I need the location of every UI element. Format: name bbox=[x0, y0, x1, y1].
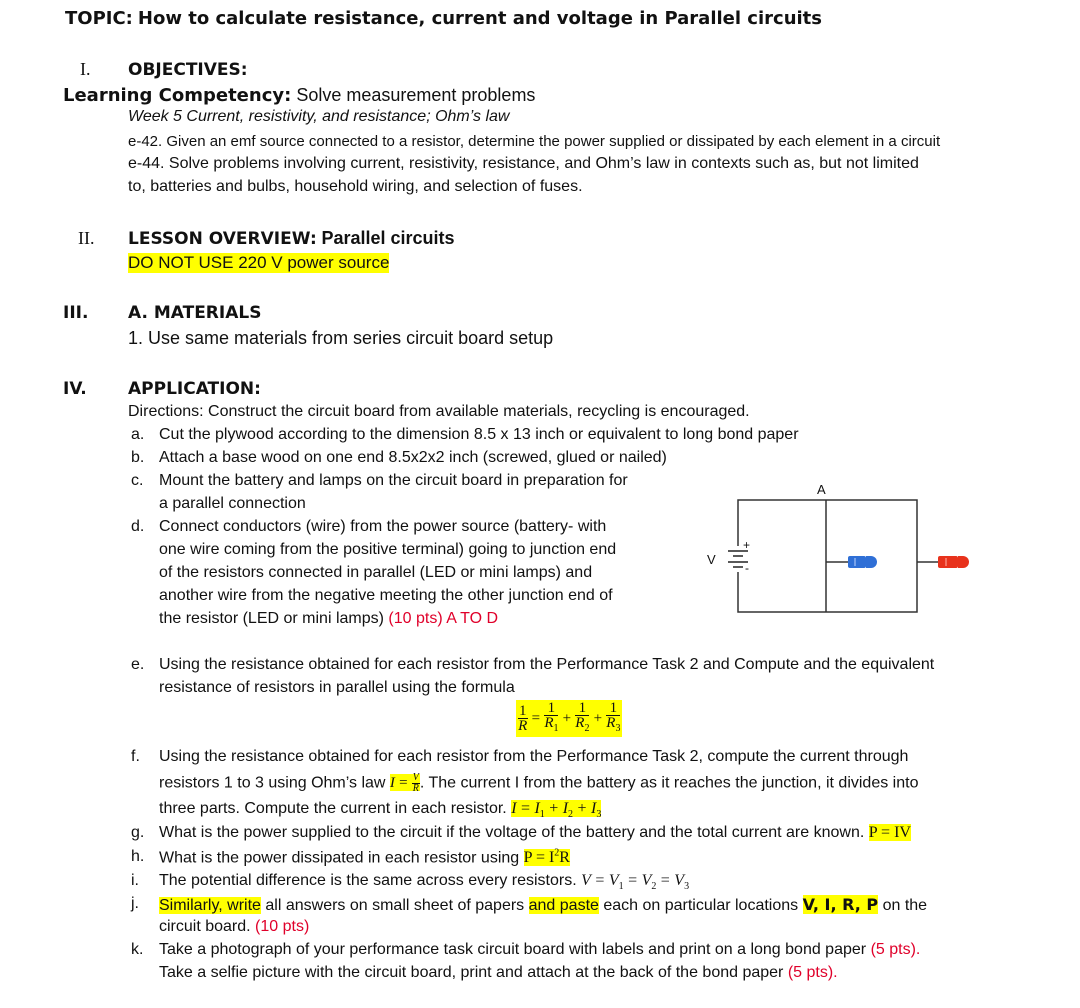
item-c-line1: Mount the battery and lamps on the circuit board in preparation for bbox=[159, 472, 628, 489]
objectives-numeral: I. bbox=[80, 59, 91, 79]
formula-current-sum: $I = I_1 + I_2 + I_3$ bbox=[511, 800, 602, 821]
item-j-points: (10 pts) bbox=[255, 918, 310, 935]
item-f-letter: f. bbox=[131, 748, 140, 765]
competency-text: Solve measurement problems bbox=[296, 85, 536, 105]
application-heading: APPLICATION: bbox=[128, 379, 261, 399]
led-red-icon bbox=[938, 556, 969, 568]
item-f-line3-text: three parts. Compute the current in each resistor. bbox=[159, 800, 507, 817]
voltage-label: V bbox=[707, 552, 716, 567]
item-i-letter: i. bbox=[131, 872, 139, 889]
topic-text: How to calculate resistance, current and voltage in Parallel circuits bbox=[137, 8, 822, 29]
item-e-line2: resistance of resistors in parallel using the formula bbox=[159, 679, 515, 696]
ammeter-label: A bbox=[817, 482, 826, 497]
formula-voltage-equal: $V = V_1 = V_2 = V_3$ bbox=[581, 872, 690, 893]
item-g-text: What is the power supplied to the circuit if the voltage of the battery and the total current are known. bbox=[159, 824, 865, 841]
materials-item-1: 1. Use same materials from series circuit board setup bbox=[128, 328, 554, 348]
topic-line bbox=[65, 8, 822, 29]
item-f-line1: Using the resistance obtained for each resistor from the Performance Task 2, compute the current through bbox=[159, 748, 909, 765]
item-c-letter: c. bbox=[131, 472, 144, 489]
item-f-line3 bbox=[159, 800, 601, 820]
item-c-line2: a parallel connection bbox=[159, 495, 306, 512]
competency-e42: e-42. Given an emf source connected to a resistor, determine the power supplied or dissipated by each element in a circuit bbox=[128, 133, 941, 150]
item-e-letter: e. bbox=[131, 656, 145, 673]
item-f-line2b: . The current I from the battery as it reaches the junction, it divides into bbox=[419, 774, 919, 792]
item-g-letter: g. bbox=[131, 824, 145, 841]
learning-competency bbox=[63, 85, 535, 106]
item-b-letter: b. bbox=[131, 449, 145, 466]
warning-220v: DO NOT USE 220 V power source bbox=[128, 253, 390, 272]
formula-parallel-resistance: $\frac{1}{R}$ = $\frac{1}{R_1}$ + $\frac{1}{R_2}$ + $\frac{1}{R_3}$ bbox=[516, 700, 622, 737]
item-f-line2a: resistors 1 to 3 using Ohm’s law bbox=[159, 774, 386, 792]
competency-e44-line1: e-44. Solve problems involving current, resistivity, resistance, and Ohm’s law in contexts such as, but not limited bbox=[128, 155, 919, 172]
item-k-letter: k. bbox=[131, 941, 144, 958]
item-a-letter: a. bbox=[131, 426, 145, 443]
overview-subject: Parallel circuits bbox=[321, 228, 455, 248]
item-d-line2: one wire coming from the positive terminal) going to junction end bbox=[159, 541, 617, 558]
battery-minus: - bbox=[745, 561, 749, 575]
item-k-line1: Take a photograph of your performance task circuit board with labels and print on a long bond paper (5 pts). bbox=[159, 941, 921, 958]
overview-heading-line bbox=[128, 228, 455, 249]
item-j-line2: circuit board. (10 pts) bbox=[159, 918, 310, 935]
overview-heading: LESSON OVERVIEW: bbox=[128, 229, 317, 249]
item-k-points2: (5 pts). bbox=[787, 964, 838, 981]
item-j-letter: j. bbox=[131, 895, 139, 912]
overview-numeral: II. bbox=[78, 228, 95, 248]
item-i-text: The potential difference is the same across every resistors. bbox=[159, 872, 577, 889]
materials-numeral: III. bbox=[63, 303, 89, 323]
item-d-line4: another wire from the negative meeting the other junction end of bbox=[159, 587, 613, 604]
item-f-line2 bbox=[159, 773, 918, 794]
item-d-points: (10 pts) A TO D bbox=[388, 610, 499, 627]
item-b-text: Attach a base wood on one end 8.5x2x2 inch (screwed, glued or nailed) bbox=[159, 449, 667, 466]
item-h-text: What is the power dissipated in each resistor using bbox=[159, 849, 520, 867]
item-k-points1: (5 pts). bbox=[870, 941, 921, 958]
item-a-text: Cut the plywood according to the dimension 8.5 x 13 inch or equivalent to long bond paper bbox=[159, 426, 799, 443]
item-i-line bbox=[159, 872, 689, 892]
led-blue-icon bbox=[848, 556, 877, 568]
item-e-line1: Using the resistance obtained for each resistor from the Performance Task 2 and Compute and the equivalent bbox=[159, 656, 935, 673]
competency-label: Learning Competency: bbox=[63, 85, 292, 106]
item-g-line bbox=[159, 824, 911, 842]
item-k-line2: Take a selfie picture with the circuit board, print and attach at the back of the bond paper (5 pts). bbox=[159, 964, 838, 981]
application-numeral: IV. bbox=[63, 379, 87, 399]
formula-p-iv: P = IV bbox=[868, 824, 911, 841]
battery-plus: + bbox=[743, 538, 751, 552]
competency-e44-line2: to, batteries and bulbs, household wiring, and selection of fuses. bbox=[128, 178, 583, 195]
objectives-heading: OBJECTIVES: bbox=[128, 60, 248, 80]
formula-ohms-law: I = $\frac{V}{R}$ bbox=[389, 772, 419, 794]
item-d-line1: Connect conductors (wire) from the power source (battery- with bbox=[159, 518, 607, 535]
topic-label: TOPIC: bbox=[65, 8, 133, 29]
circuit-outer-wire bbox=[738, 500, 917, 612]
directions: Directions: Construct the circuit board from available materials, recycling is encouraged. bbox=[128, 403, 750, 420]
materials-heading: A. MATERIALS bbox=[128, 303, 262, 323]
item-d-line3: of the resistors connected in parallel (LED or mini lamps) and bbox=[159, 564, 593, 581]
formula-p-i2r: $P = I^2R$ bbox=[523, 848, 570, 867]
week-line: Week 5 Current, resistivity, and resistance; Ohm’s law bbox=[128, 108, 510, 125]
item-d-line5 bbox=[159, 610, 498, 628]
item-h-letter: h. bbox=[131, 848, 145, 865]
item-j-line1: Similarly, write all answers on small sheet of papers and paste each on particular locations V, I, R, P on the bbox=[159, 895, 928, 914]
item-d-line5-text: the resistor (LED or mini lamps) bbox=[159, 610, 384, 627]
item-d-letter: d. bbox=[131, 518, 145, 535]
parallel-circuit-diagram bbox=[700, 478, 980, 618]
item-h-line bbox=[159, 848, 570, 867]
